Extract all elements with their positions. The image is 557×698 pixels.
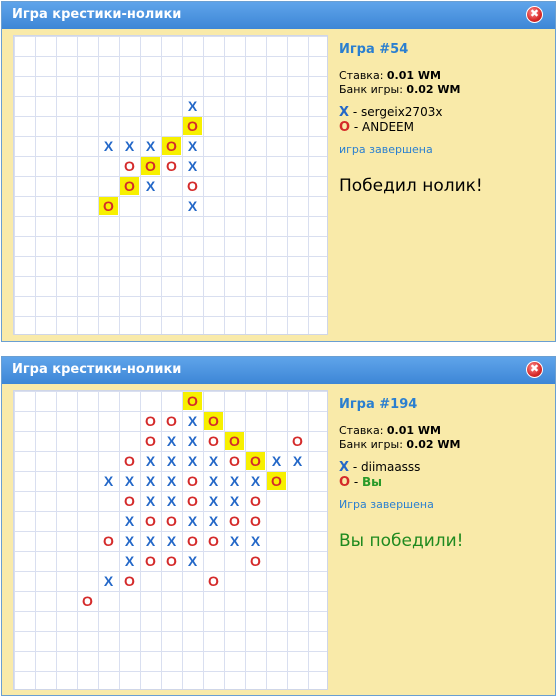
o-mark: O bbox=[267, 472, 286, 490]
x-mark: X bbox=[208, 453, 219, 469]
x-mark: X bbox=[103, 573, 114, 589]
dash: - bbox=[350, 475, 363, 489]
o-mark: O bbox=[225, 432, 244, 450]
game-title: Игра #194 bbox=[339, 397, 418, 412]
close-icon[interactable]: ✖ bbox=[526, 361, 543, 378]
o-mark: O bbox=[145, 413, 156, 429]
game-info bbox=[339, 397, 549, 551]
o-mark: O bbox=[187, 473, 198, 489]
o-mark: O bbox=[208, 573, 219, 589]
o-mark: O bbox=[103, 533, 114, 549]
o-mark: O bbox=[183, 117, 202, 135]
x-mark: X bbox=[187, 198, 198, 214]
player-x-row bbox=[339, 105, 549, 120]
player-o-row bbox=[339, 120, 549, 135]
o-mark: O bbox=[124, 573, 135, 589]
x-mark: X bbox=[229, 533, 240, 549]
stake-label: Ставка: bbox=[339, 69, 384, 82]
x-mark: X bbox=[103, 473, 114, 489]
player-o-row bbox=[339, 475, 549, 490]
bank-label: Банк игры: bbox=[339, 83, 403, 96]
o-mark: O bbox=[120, 177, 139, 195]
o-mark: O bbox=[166, 513, 177, 529]
game-info bbox=[339, 42, 549, 196]
player-x-symbol: X bbox=[339, 460, 350, 475]
x-mark: X bbox=[208, 473, 219, 489]
x-mark: X bbox=[145, 138, 156, 154]
window-title: Игра крестики-нолики bbox=[12, 362, 182, 377]
player-x-symbol: X bbox=[339, 105, 350, 120]
dash: - bbox=[350, 120, 363, 134]
x-mark: X bbox=[145, 178, 156, 194]
x-mark: X bbox=[208, 493, 219, 509]
o-mark: O bbox=[124, 453, 135, 469]
bank-line bbox=[339, 83, 549, 97]
o-mark: O bbox=[208, 533, 219, 549]
x-mark: X bbox=[124, 553, 135, 569]
players-list bbox=[339, 105, 549, 135]
bank-value: 0.02 WM bbox=[406, 438, 461, 451]
o-mark: O bbox=[124, 493, 135, 509]
player-o-symbol: O bbox=[339, 120, 351, 135]
game-title: Игра #54 bbox=[339, 42, 409, 57]
o-mark: O bbox=[246, 452, 265, 470]
player-x-row bbox=[339, 460, 549, 475]
bank-label: Банк игры: bbox=[339, 438, 403, 451]
o-mark: O bbox=[166, 158, 177, 174]
x-mark: X bbox=[124, 513, 135, 529]
game-result: Вы победили! bbox=[339, 531, 464, 551]
x-mark: X bbox=[187, 98, 198, 114]
game-status-link[interactable]: игра завершена bbox=[339, 143, 433, 156]
o-mark: O bbox=[187, 493, 198, 509]
x-mark: X bbox=[166, 533, 177, 549]
x-mark: X bbox=[187, 553, 198, 569]
x-mark: X bbox=[187, 413, 198, 429]
stake-label: Ставка: bbox=[339, 424, 384, 437]
x-mark: X bbox=[187, 513, 198, 529]
dash: - bbox=[349, 105, 361, 119]
game-board[interactable] bbox=[13, 390, 328, 690]
x-mark: X bbox=[271, 453, 282, 469]
x-mark: X bbox=[250, 533, 261, 549]
o-mark: O bbox=[187, 533, 198, 549]
x-mark: X bbox=[166, 493, 177, 509]
x-mark: X bbox=[208, 513, 219, 529]
x-mark: X bbox=[187, 453, 198, 469]
x-mark: X bbox=[145, 473, 156, 489]
x-mark: X bbox=[145, 533, 156, 549]
x-mark: X bbox=[166, 473, 177, 489]
o-mark: O bbox=[141, 157, 160, 175]
o-mark: O bbox=[99, 197, 118, 215]
o-mark: O bbox=[82, 593, 93, 609]
x-mark: X bbox=[187, 138, 198, 154]
x-mark: X bbox=[292, 453, 303, 469]
stake-line bbox=[339, 424, 549, 438]
o-mark: O bbox=[183, 392, 202, 410]
o-mark: O bbox=[204, 412, 223, 430]
players-list bbox=[339, 460, 549, 490]
stake-line bbox=[339, 69, 549, 83]
x-mark: X bbox=[124, 473, 135, 489]
x-mark: X bbox=[250, 473, 261, 489]
o-mark: O bbox=[250, 513, 261, 529]
o-mark: O bbox=[208, 433, 219, 449]
game-window-1 bbox=[1, 1, 556, 342]
bank-value: 0.02 WM bbox=[406, 83, 461, 96]
x-mark: X bbox=[124, 533, 135, 549]
player-o-symbol: O bbox=[339, 475, 351, 490]
dash: - bbox=[349, 460, 361, 474]
o-mark: O bbox=[145, 513, 156, 529]
o-mark: O bbox=[145, 433, 156, 449]
game-window-2 bbox=[1, 356, 556, 696]
x-mark: X bbox=[166, 433, 177, 449]
window-titlebar bbox=[2, 357, 555, 384]
o-mark: O bbox=[166, 413, 177, 429]
o-mark: O bbox=[187, 178, 198, 194]
o-mark: O bbox=[250, 493, 261, 509]
stake-value: 0.01 WM bbox=[386, 424, 441, 437]
stake-value: 0.01 WM bbox=[386, 69, 441, 82]
o-mark: O bbox=[162, 137, 181, 155]
o-mark: O bbox=[292, 433, 303, 449]
x-mark: X bbox=[229, 493, 240, 509]
o-mark: O bbox=[166, 553, 177, 569]
x-mark: X bbox=[166, 453, 177, 469]
x-mark: X bbox=[145, 453, 156, 469]
game-board[interactable] bbox=[13, 35, 328, 335]
player-x-name: sergeix2703x bbox=[361, 105, 443, 119]
o-mark: O bbox=[229, 513, 240, 529]
x-mark: X bbox=[229, 473, 240, 489]
close-icon[interactable]: ✖ bbox=[526, 6, 543, 23]
window-title: Игра крестики-нолики bbox=[12, 7, 182, 22]
bank-line bbox=[339, 438, 549, 452]
player-o-name: Вы bbox=[362, 475, 383, 489]
x-mark: X bbox=[124, 138, 135, 154]
game-result: Победил нолик! bbox=[339, 176, 483, 196]
window-titlebar bbox=[2, 2, 555, 29]
o-mark: O bbox=[229, 453, 240, 469]
x-mark: X bbox=[145, 493, 156, 509]
x-mark: X bbox=[187, 158, 198, 174]
o-mark: O bbox=[250, 553, 261, 569]
o-mark: O bbox=[145, 553, 156, 569]
game-status-link[interactable]: Игра завершена bbox=[339, 498, 434, 511]
x-mark: X bbox=[103, 138, 114, 154]
x-mark: X bbox=[187, 433, 198, 449]
o-mark: O bbox=[124, 158, 135, 174]
player-x-name: diimaasss bbox=[361, 460, 421, 474]
player-o-name: ANDEEM bbox=[362, 120, 414, 134]
